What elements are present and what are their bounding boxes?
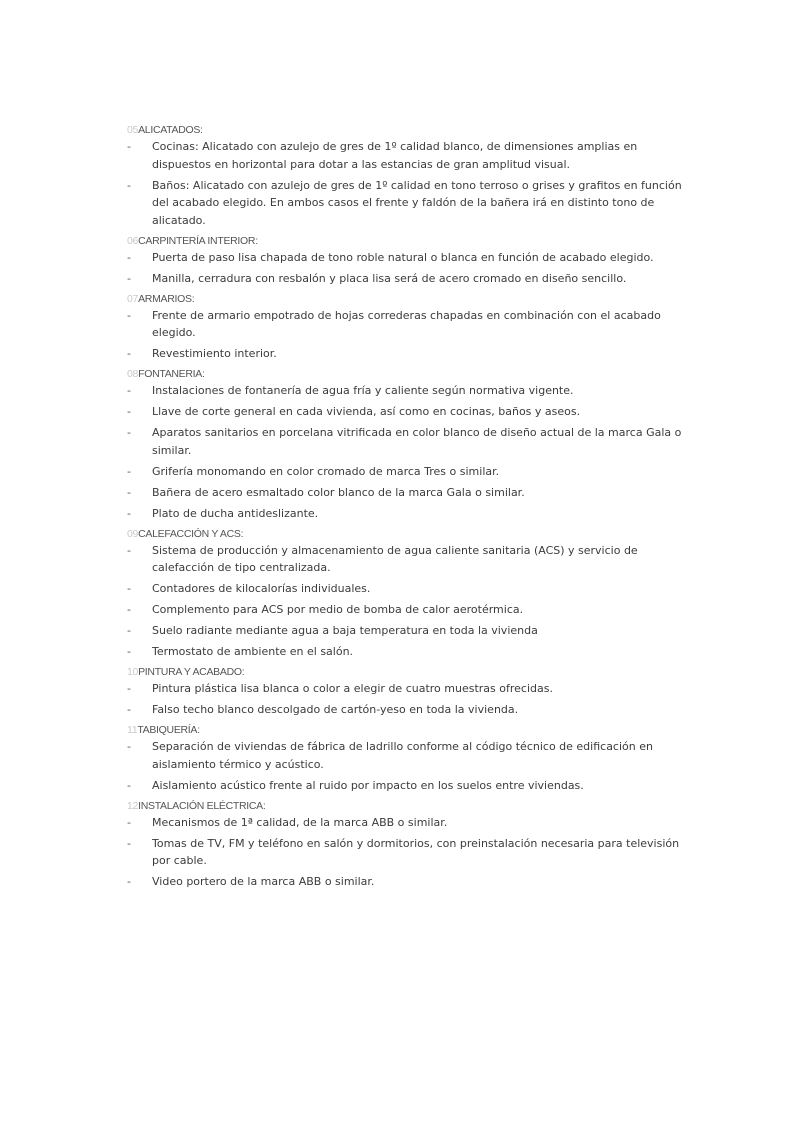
section	[127, 526, 687, 661]
list-item-text: Mecanismos de 1ª calidad, de la marca ABB o similar.	[152, 815, 448, 829]
list-item-text: Aislamiento acústico frente al ruido por impacto en los suelos entre viviendas.	[152, 778, 584, 792]
item-list	[127, 307, 687, 363]
item-list	[127, 249, 687, 288]
list-item	[127, 505, 687, 523]
item-list	[127, 138, 687, 229]
item-list	[127, 542, 687, 661]
section-heading	[127, 798, 687, 814]
section-number: 12	[127, 799, 139, 812]
section-number: 05	[127, 124, 139, 136]
section-heading	[127, 122, 687, 138]
item-list	[127, 680, 687, 719]
section	[127, 798, 687, 891]
section-heading	[127, 722, 687, 738]
section-number: 06	[127, 234, 139, 247]
list-item-text: Separación de viviendas de fábrica de ladrillo conforme al código técnico de edificación en aislamiento térmico y acústico.	[152, 740, 653, 771]
list-item	[127, 138, 687, 173]
section-title: INSTALACIÓN ELÉCTRICA:	[138, 799, 266, 812]
dash-bullet: -	[127, 836, 131, 850]
section-number: 10	[127, 666, 139, 678]
list-item-text: Falso techo blanco descolgado de cartón-yeso en toda la vivienda.	[152, 703, 519, 716]
dash-bullet: -	[127, 624, 131, 637]
list-item-text: Aparatos sanitarios en porcelana vitrificada en color blanco de diseño actual de la marca Gala o similar.	[152, 426, 682, 457]
dash-bullet: -	[127, 703, 131, 716]
list-item-text: Video portero de la marca ABB o similar.	[152, 875, 375, 888]
dash-bullet: -	[127, 778, 131, 792]
section-number: 08	[127, 368, 139, 380]
section-title: TABIQUERÍA:	[137, 724, 200, 736]
list-item	[127, 270, 687, 288]
list-item-text: Suelo radiante mediante agua a baja temperatura en toda la vivienda	[152, 624, 538, 637]
list-item	[127, 622, 687, 640]
section-heading	[127, 233, 687, 249]
dash-bullet: -	[127, 308, 131, 322]
list-item-text: Pintura plástica lisa blanca o color a elegir de cuatro muestras ofrecidas.	[152, 682, 553, 695]
dash-bullet: -	[127, 250, 131, 264]
dash-bullet: -	[127, 740, 131, 753]
list-item-text: Termostato de ambiente en el salón.	[152, 645, 354, 658]
section-heading	[127, 526, 687, 542]
section	[127, 722, 687, 794]
list-item	[127, 701, 687, 719]
list-item-text: Grifería monomando en color cromado de marca Tres o similar.	[152, 464, 500, 478]
dash-bullet: -	[127, 464, 131, 478]
list-item-text: Baños: Alicatado con azulejo de gres de 1º calidad en tono terroso o grises y grafitos en función del acabado elegido. En ambos casos el frente y faldón de la bañera irá en distinto tono de alicatado.	[152, 178, 682, 227]
list-item	[127, 873, 687, 891]
dash-bullet: -	[127, 140, 131, 153]
section-heading	[127, 366, 687, 382]
list-item-text: Frente de armario empotrado de hojas correderas chapadas en combinación con el acabado elegido.	[152, 308, 661, 339]
section-number: 07	[127, 292, 139, 305]
section-title: FONTANERIA:	[138, 368, 205, 380]
section	[127, 664, 687, 719]
section-heading	[127, 664, 687, 680]
list-item	[127, 601, 687, 619]
list-item-text: Contadores de kilocalorías individuales.	[152, 582, 371, 595]
dash-bullet: -	[127, 506, 131, 520]
dash-bullet: -	[127, 645, 131, 658]
specifications-list	[127, 120, 687, 894]
item-list	[127, 738, 687, 794]
list-item	[127, 424, 687, 459]
dash-bullet: -	[127, 543, 131, 557]
list-item	[127, 680, 687, 698]
list-item-text: Llave de corte general en cada vivienda, así como en cocinas, baños y aseos.	[152, 405, 581, 418]
list-item-text: Complemento para ACS por medio de bomba de calor aerotérmica.	[152, 603, 524, 616]
section-number: 11	[127, 724, 138, 736]
list-item	[127, 777, 687, 795]
dash-bullet: -	[127, 271, 131, 285]
dash-bullet: -	[127, 682, 131, 695]
list-item	[127, 307, 687, 342]
dash-bullet: -	[127, 347, 131, 360]
list-item	[127, 738, 687, 773]
list-item-text: Bañera de acero esmaltado color blanco de la marca Gala o similar.	[152, 485, 525, 499]
section-heading	[127, 291, 687, 307]
list-item	[127, 484, 687, 502]
dash-bullet: -	[127, 384, 131, 397]
list-item-text: Tomas de TV, FM y teléfono en salón y dormitorios, con preinstalación necesaria para televisión por cable.	[152, 836, 680, 867]
list-item	[127, 835, 687, 870]
section-title: PINTURA Y ACABADO:	[138, 666, 245, 678]
section	[127, 291, 687, 363]
list-item	[127, 643, 687, 661]
list-item	[127, 463, 687, 481]
dash-bullet: -	[127, 485, 131, 499]
list-item	[127, 382, 687, 400]
dash-bullet: -	[127, 405, 131, 418]
list-item	[127, 814, 687, 832]
list-item-text: Instalaciones de fontanería de agua fría y caliente según normativa vigente.	[152, 384, 574, 397]
list-item	[127, 177, 687, 230]
dash-bullet: -	[127, 426, 131, 439]
section	[127, 233, 687, 288]
list-item	[127, 580, 687, 598]
section-title: ARMARIOS:	[138, 292, 195, 305]
list-item	[127, 542, 687, 577]
section-number: 09	[127, 527, 139, 540]
list-item	[127, 249, 687, 267]
list-item-text: Sistema de producción y almacenamiento de agua caliente sanitaria (ACS) y servicio de calefacción de tipo centralizada.	[152, 543, 638, 574]
list-item-text: Cocinas: Alicatado con azulejo de gres de 1º calidad blanco, de dimensiones amplias en dispuestos en horizontal para dotar a las estancias de gran amplitud visual.	[152, 140, 638, 171]
section-title: CALEFACCIÓN Y ACS:	[138, 527, 244, 540]
list-item-text: Puerta de paso lisa chapada de tono roble natural o blanca en función de acabado elegido.	[152, 250, 654, 264]
list-item	[127, 403, 687, 421]
list-item-text: Revestimiento interior.	[152, 347, 277, 360]
dash-bullet: -	[127, 603, 131, 616]
item-list	[127, 814, 687, 891]
section-title: ALICATADOS:	[138, 124, 203, 136]
list-item-text: Manilla, cerradura con resbalón y placa lisa será de acero cromado en diseño sencillo.	[152, 271, 627, 285]
dash-bullet: -	[127, 875, 131, 888]
list-item	[127, 345, 687, 363]
dash-bullet: -	[127, 178, 131, 192]
dash-bullet: -	[127, 582, 131, 595]
list-item-text: Plato de ducha antideslizante.	[152, 506, 319, 520]
section	[127, 122, 687, 229]
section	[127, 366, 687, 522]
section-title: CARPINTERÍA INTERIOR:	[138, 234, 258, 247]
dash-bullet: -	[127, 815, 131, 829]
item-list	[127, 382, 687, 522]
